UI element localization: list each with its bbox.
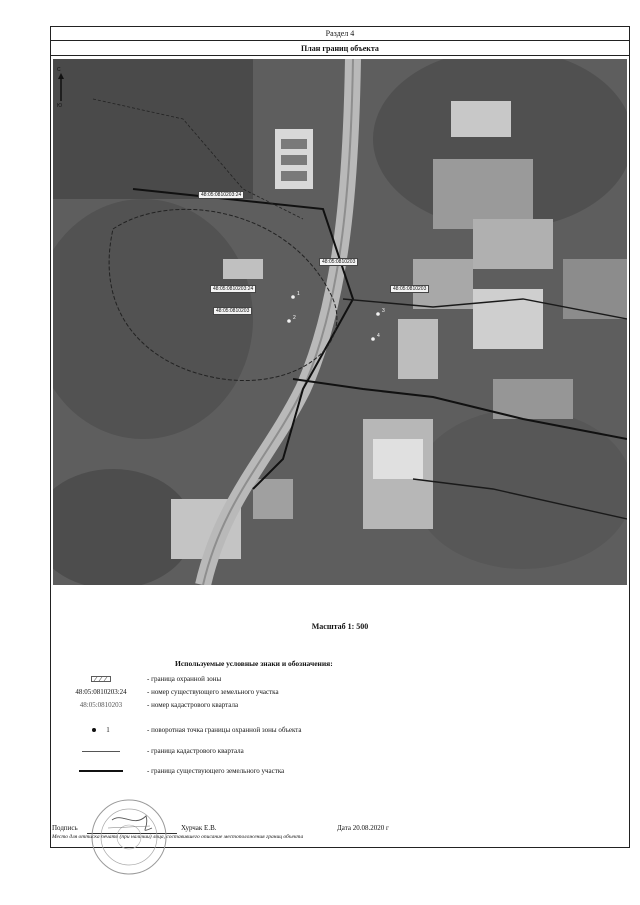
turning-point [291,295,295,299]
building [253,479,293,519]
turning-point [287,319,291,323]
legend-symbol-quarter-number: 48:05:0810203 [79,701,123,709]
legend-symbol-point: 1 [51,724,151,736]
building [433,159,533,229]
quarter-label: 48:05:0810203 [319,258,358,266]
building [473,289,543,349]
building [398,319,438,379]
quarter-label: 48:05:0810203 [213,307,252,315]
north-arrow: С Ю [56,67,66,111]
seal-stamp [90,798,168,876]
stamp-note: Место для оттиска печати (при наличии) лица, составившего описание местоположения границ объекта [52,834,304,840]
section-header: Раздел 4 [51,27,629,41]
parcel-label: 48:05:0810203:24 [198,191,244,199]
point-label: 4 [377,333,380,339]
signature-label: Подпись [52,824,78,832]
hatch-icon [91,675,111,683]
legend-title: Используемые условные знаки и обозначения: [175,659,333,668]
thin-line-icon [82,751,120,752]
arrow-icon [56,73,66,117]
legend-symbol-zone [51,673,151,685]
legend-symbol-quarter-boundary [51,745,151,757]
signer-name: Хурчак Е.В. [181,824,217,832]
parcel-label: 48:05:0810203:24 [210,285,256,293]
building [451,101,511,137]
turning-point [376,312,380,316]
document-frame: Раздел 4 План границ объекта С Ю 48:05:0810203:24 48:05:0810203:24 48:05:0810203 48:05:0810203 48:05:0810203 1 2 3 4 Масштаб 1: 500 Используемые условные знаки и обозначения: - граница охранной зоны 48:05:0810203:24 - номер существующего земельного участка 48:05:0810203 - номер кадастрового квартала 1 - поворотная точка границы охранной зоны объекта - граница кадастрового квартала - граница существующего земельного участка Подпись Хурчак Е.В. Дата 20.08.2020 г Место для оттиска печати (при наличии) лица, составившего описание местоположения границ объекта [50,26,630,848]
map-scale: Масштаб 1: 500 [311,622,369,631]
signature-scribble [112,816,152,830]
building [563,259,627,319]
thick-line-icon [79,770,123,772]
building [223,259,263,279]
building [413,259,473,309]
turning-point [371,337,375,341]
point-label: 2 [293,315,296,321]
aerial-map[interactable] [53,59,627,585]
quarter-label: 48:05:0810203 [390,285,429,293]
building [493,379,573,419]
map-canvas [53,59,627,585]
building [473,219,553,269]
point-label: 1 [297,291,300,297]
document-date: Дата 20.08.2020 г [337,824,389,832]
dot-icon [92,728,96,732]
point-label: 3 [382,308,385,314]
legend-symbol-parcel-number: 48:05:0810203:24 [75,688,127,696]
page-title: План границ объекта [51,41,629,56]
legend-symbol-parcel-boundary [51,765,151,777]
